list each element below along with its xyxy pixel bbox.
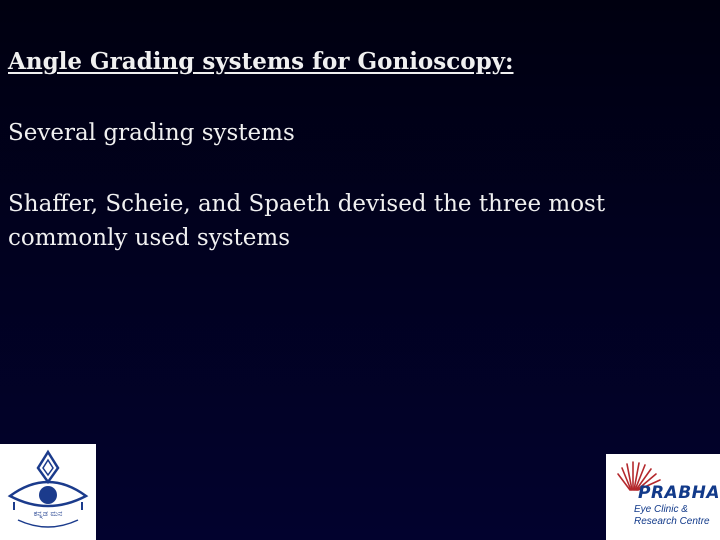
left-logo-caption: ಕನ್ನಡ ಮನ [33,509,63,518]
left-logo [0,444,96,540]
paragraph-devised-systems: Shaffer, Scheie, and Spaeth devised the three most commonly used systems [8,191,606,251]
brand-line-2: Research Centre [634,516,710,527]
brand-line-1: Eye Clinic & [634,504,688,515]
eye-emblem-icon [0,444,96,540]
paragraph-grading-systems: Several grading systems [8,120,295,146]
brand-name: PRABHA [638,483,720,503]
slide-title: Angle Grading systems for Gonioscopy: [8,48,514,75]
right-logo [606,454,720,540]
